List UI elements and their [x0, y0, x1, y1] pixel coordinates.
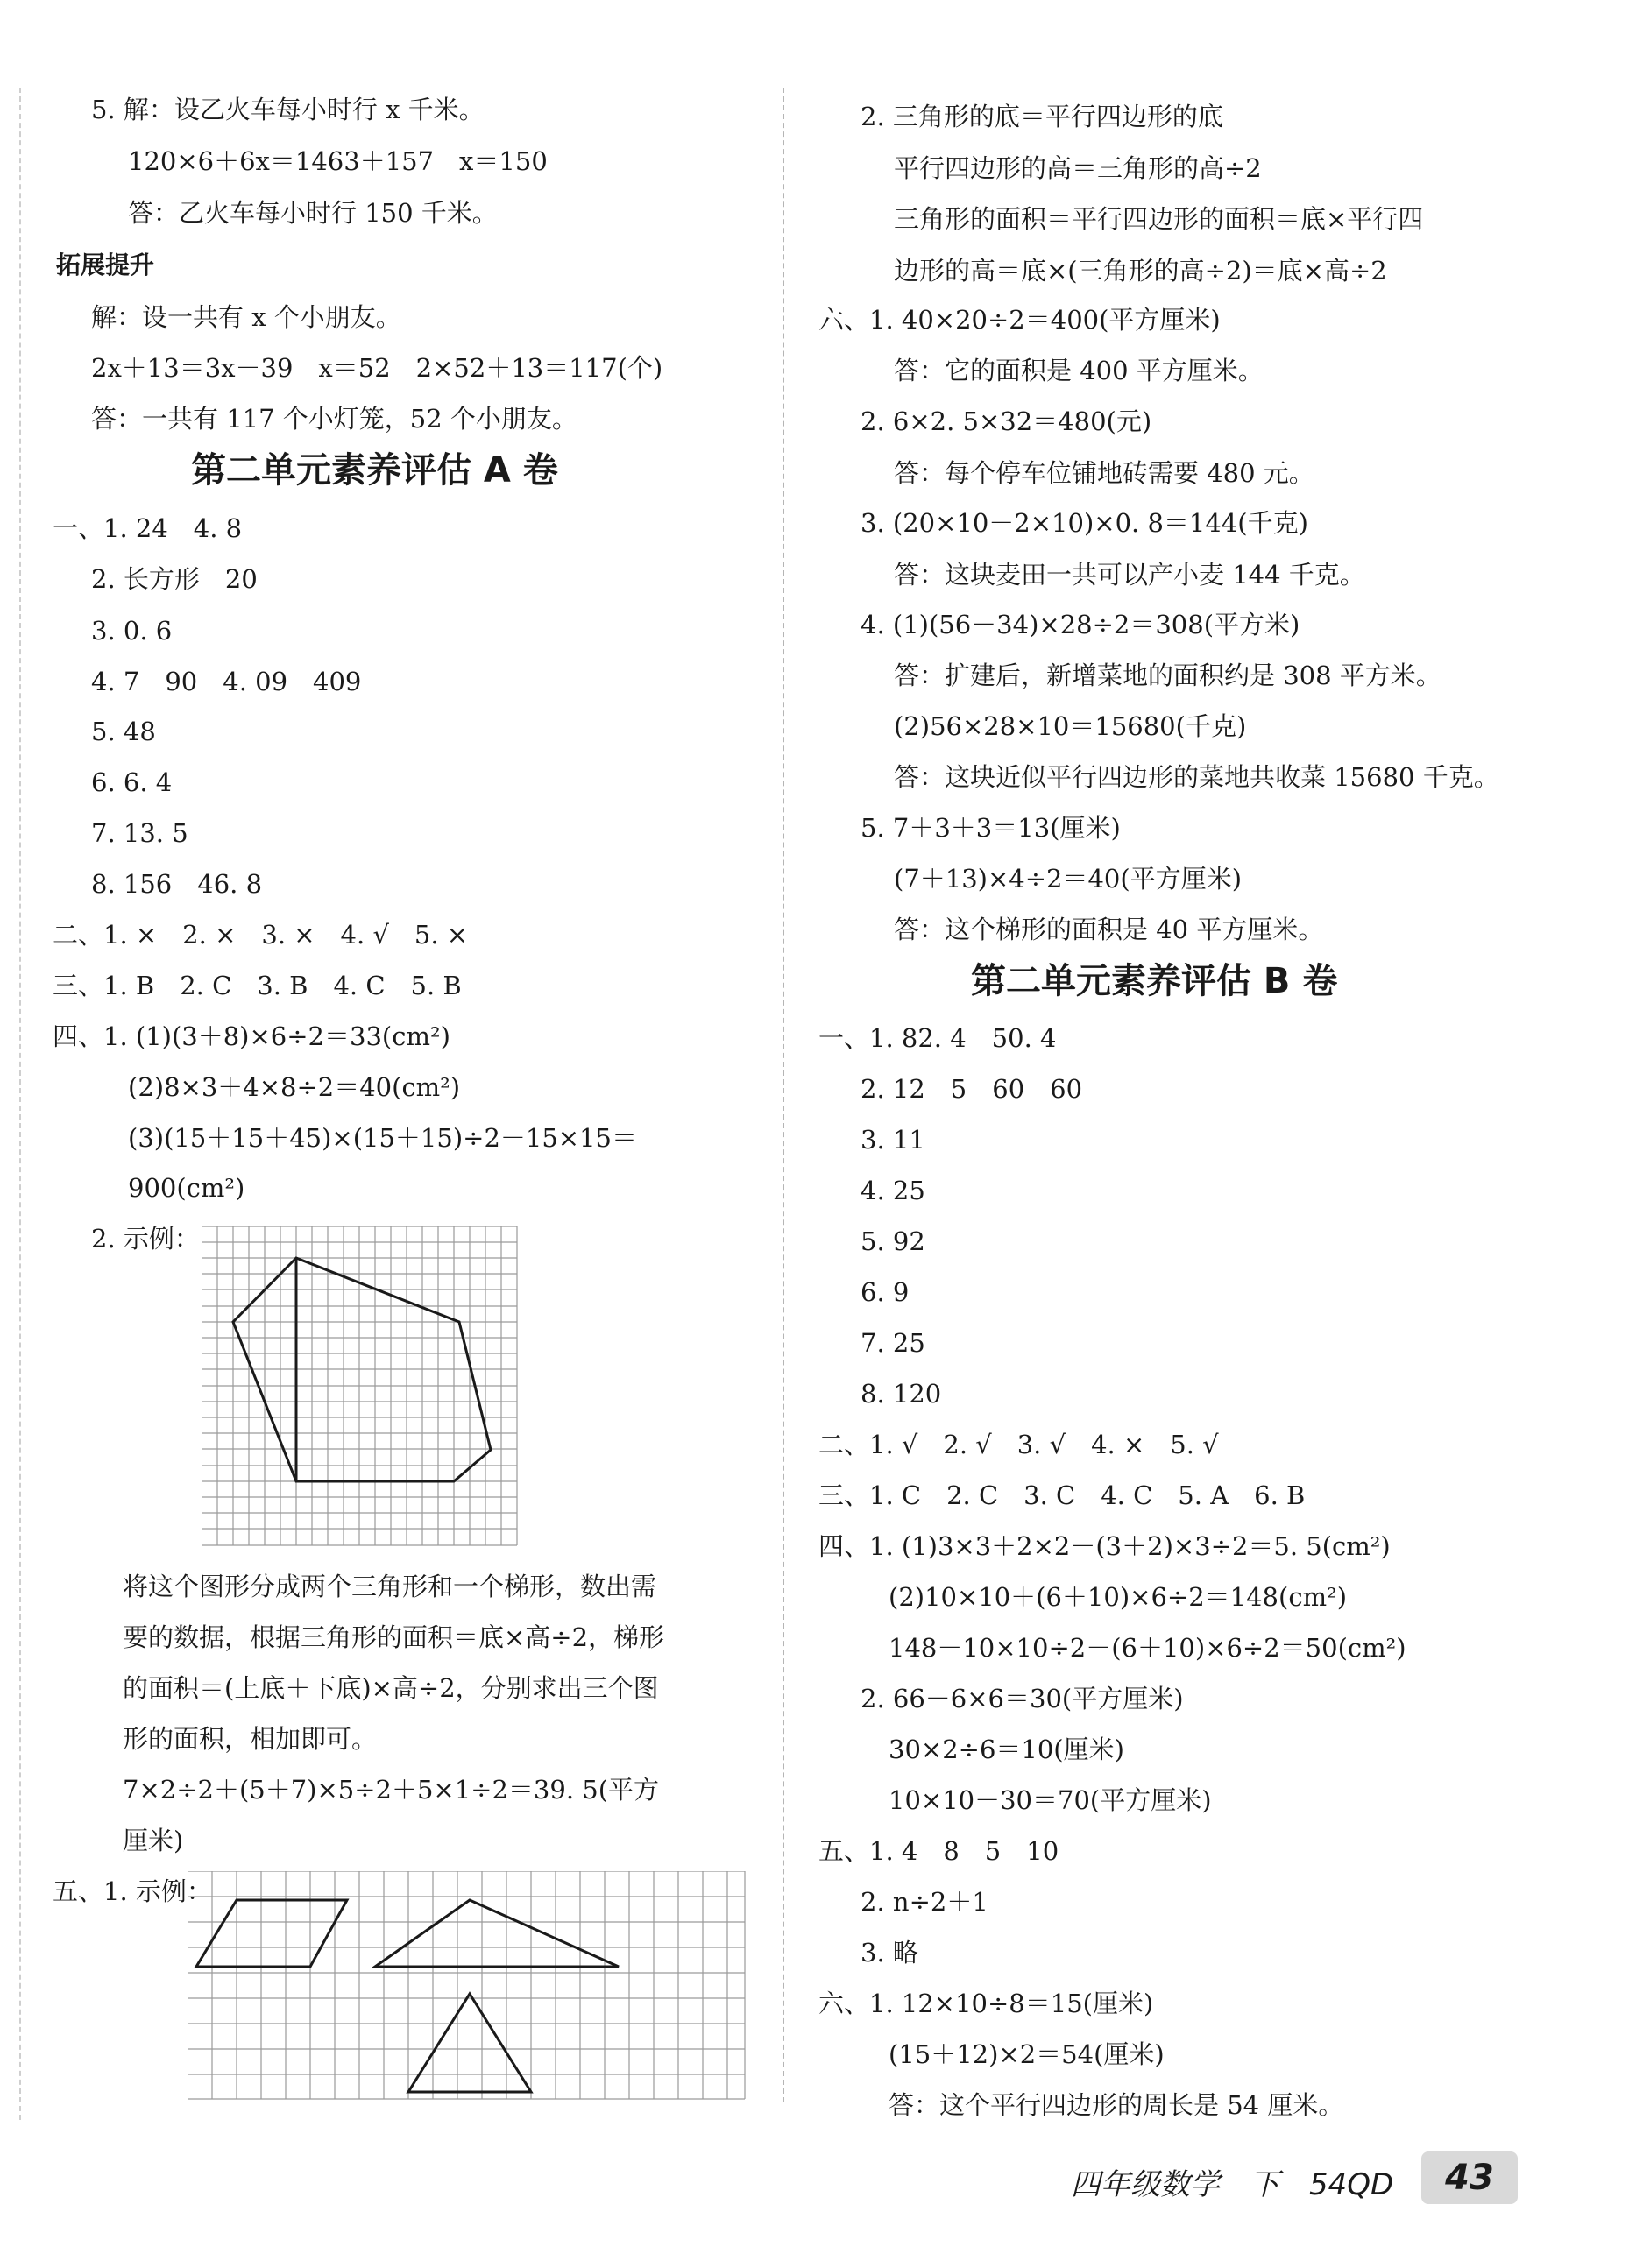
right-line-7: 2. 6×2. 5×32＝480(元): [861, 406, 1152, 436]
left-line-16: 二、1. × 2. × 3. × 4. √ 5. ×: [53, 920, 469, 950]
left-line-17: 三、1. B 2. C 3. B 4. C 5. B: [53, 971, 462, 1000]
page-edge-line: [19, 88, 21, 2120]
left-line-24: 要的数据，根据三角形的面积＝底×高÷2，梯形: [123, 1622, 665, 1652]
grid-lines: [202, 1226, 517, 1545]
left-line-2: 120×6＋6x＝1463＋157 x＝150: [128, 146, 548, 176]
right-line-20: 3. 11: [861, 1125, 925, 1155]
right-line-8: 答：每个停车位铺地砖需要 480 元。: [894, 458, 1314, 488]
right-line-15: 5. 7＋3＋3＝13(厘米): [861, 813, 1121, 843]
footer-book-info: 四年级数学 下 54QD: [1071, 2167, 1394, 2202]
right-line-17: 答：这个梯形的面积是 40 平方厘米。: [894, 915, 1324, 944]
left-line-22: 2. 示例：: [91, 1224, 200, 1254]
left-line-8: 一、1. 24 4. 8: [53, 513, 243, 543]
left-line-25: 的面积＝(上底＋下底)×高÷2，分别求出三个图: [123, 1673, 659, 1703]
triangle-shape-2: [408, 1994, 531, 2092]
section-heading-extension: 拓展提升: [56, 251, 155, 279]
section-title-b: 第二单元素养评估 B 卷: [971, 961, 1338, 1001]
column-divider: [783, 88, 784, 2102]
page-number: 43: [1421, 2151, 1518, 2204]
shapes-grid-figure: [188, 1871, 748, 2102]
right-line-11: 4. (1)(56－34)×28÷2＝308(平方米): [861, 610, 1300, 639]
right-line-13: (2)56×28×10＝15680(千克): [894, 711, 1247, 741]
right-line-5: 六、1. 40×20÷2＝400(平方厘米): [818, 305, 1221, 335]
polygon-grid-figure: [202, 1226, 526, 1549]
left-line-21: 900(cm²): [128, 1173, 245, 1203]
left-line-3: 答：乙火车每小时行 150 千米。: [128, 198, 498, 228]
left-line-29: 五、1. 示例：: [53, 1876, 212, 1906]
right-line-27: 三、1. C 2. C 3. C 4. C 5. A 6. B: [818, 1480, 1306, 1510]
right-line-34: 五、1. 4 8 5 10: [818, 1836, 1059, 1866]
right-line-25: 8. 120: [861, 1379, 942, 1409]
right-line-1: 2. 三角形的底＝平行四边形的底: [861, 102, 1223, 131]
grid-lines-2: [188, 1871, 745, 2099]
left-line-27: 7×2÷2＋(5＋7)×5÷2＋5×1÷2＝39. 5(平方: [123, 1775, 660, 1805]
right-line-9: 3. (20×10－2×10)×0. 8＝144(千克): [861, 508, 1308, 538]
right-line-21: 4. 25: [861, 1176, 925, 1205]
right-line-10: 答：这块麦田一共可以产小麦 144 千克。: [894, 560, 1365, 590]
right-line-2: 平行四边形的高＝三角形的高÷2: [894, 153, 1262, 183]
right-line-28: 四、1. (1)3×3＋2×2－(3＋2)×3÷2＝5. 5(cm²): [818, 1531, 1391, 1561]
parallelogram-shape: [196, 1900, 347, 1967]
left-line-26: 形的面积，相加即可。: [123, 1724, 378, 1754]
left-line-13: 6. 6. 4: [91, 767, 173, 797]
right-line-35: 2. n÷2＋1: [861, 1887, 988, 1917]
right-line-3: 三角形的面积＝平行四边形的面积＝底×平行四: [894, 204, 1424, 234]
right-line-4: 边形的高＝底×(三角形的高÷2)＝底×高÷2: [894, 256, 1387, 286]
right-line-22: 5. 92: [861, 1226, 925, 1256]
right-line-16: (7＋13)×4÷2＝40(平方厘米): [894, 864, 1243, 894]
right-line-24: 7. 25: [861, 1328, 925, 1358]
right-line-33: 10×10－30＝70(平方厘米): [889, 1785, 1212, 1815]
left-line-1: 5. 解：设乙火车每小时行 x 千米。: [91, 95, 485, 124]
right-line-30: 148－10×10÷2－(6＋10)×6÷2＝50(cm²): [889, 1633, 1406, 1663]
right-line-6: 答：它的面积是 400 平方厘米。: [894, 356, 1264, 385]
right-line-29: (2)10×10＋(6＋10)×6÷2＝148(cm²): [889, 1582, 1348, 1612]
right-line-12: 答：扩建后，新增菜地的面积约是 308 平方米。: [894, 661, 1441, 690]
right-line-18: 一、1. 82. 4 50. 4: [818, 1023, 1057, 1053]
left-line-5: 解：设一共有 x 个小朋友。: [91, 302, 401, 332]
right-line-19: 2. 12 5 60 60: [861, 1074, 1083, 1104]
left-line-7: 答：一共有 117 个小灯笼，52 个小朋友。: [91, 404, 577, 434]
left-line-9: 2. 长方形 20: [91, 564, 258, 594]
right-line-39: 答：这个平行四边形的周长是 54 厘米。: [889, 2090, 1344, 2120]
left-line-23: 将这个图形分成两个三角形和一个梯形，数出需: [123, 1572, 657, 1601]
left-line-15: 8. 156 46. 8: [91, 869, 263, 899]
right-line-32: 30×2÷6＝10(厘米): [889, 1735, 1124, 1764]
left-line-19: (2)8×3＋4×8÷2＝40(cm²): [128, 1072, 461, 1102]
right-line-38: (15＋12)×2＝54(厘米): [889, 2039, 1165, 2069]
left-line-20: (3)(15＋15＋45)×(15＋15)÷2－15×15＝: [128, 1123, 637, 1153]
left-line-28: 厘米): [123, 1826, 184, 1855]
left-line-14: 7. 13. 5: [91, 818, 188, 848]
left-line-11: 4. 7 90 4. 09 409: [91, 667, 362, 696]
triangle-shape-1: [375, 1900, 619, 1967]
left-line-18: 四、1. (1)(3＋8)×6÷2＝33(cm²): [53, 1021, 450, 1051]
right-line-23: 6. 9: [861, 1277, 910, 1307]
left-line-6: 2x＋13＝3x－39 x＝52 2×52＋13＝117(个): [91, 353, 663, 383]
left-line-10: 3. 0. 6: [91, 616, 173, 646]
right-line-31: 2. 66－6×6＝30(平方厘米): [861, 1684, 1184, 1713]
right-line-26: 二、1. √ 2. √ 3. √ 4. × 5. √: [818, 1430, 1219, 1459]
right-line-36: 3. 略: [861, 1938, 918, 1968]
left-line-12: 5. 48: [91, 717, 156, 746]
right-line-37: 六、1. 12×10÷8＝15(厘米): [818, 1989, 1154, 2018]
right-line-14: 答：这块近似平行四边形的菜地共收菜 15680 千克。: [894, 762, 1499, 792]
section-title-a: 第二单元素养评估 A 卷: [191, 450, 558, 491]
